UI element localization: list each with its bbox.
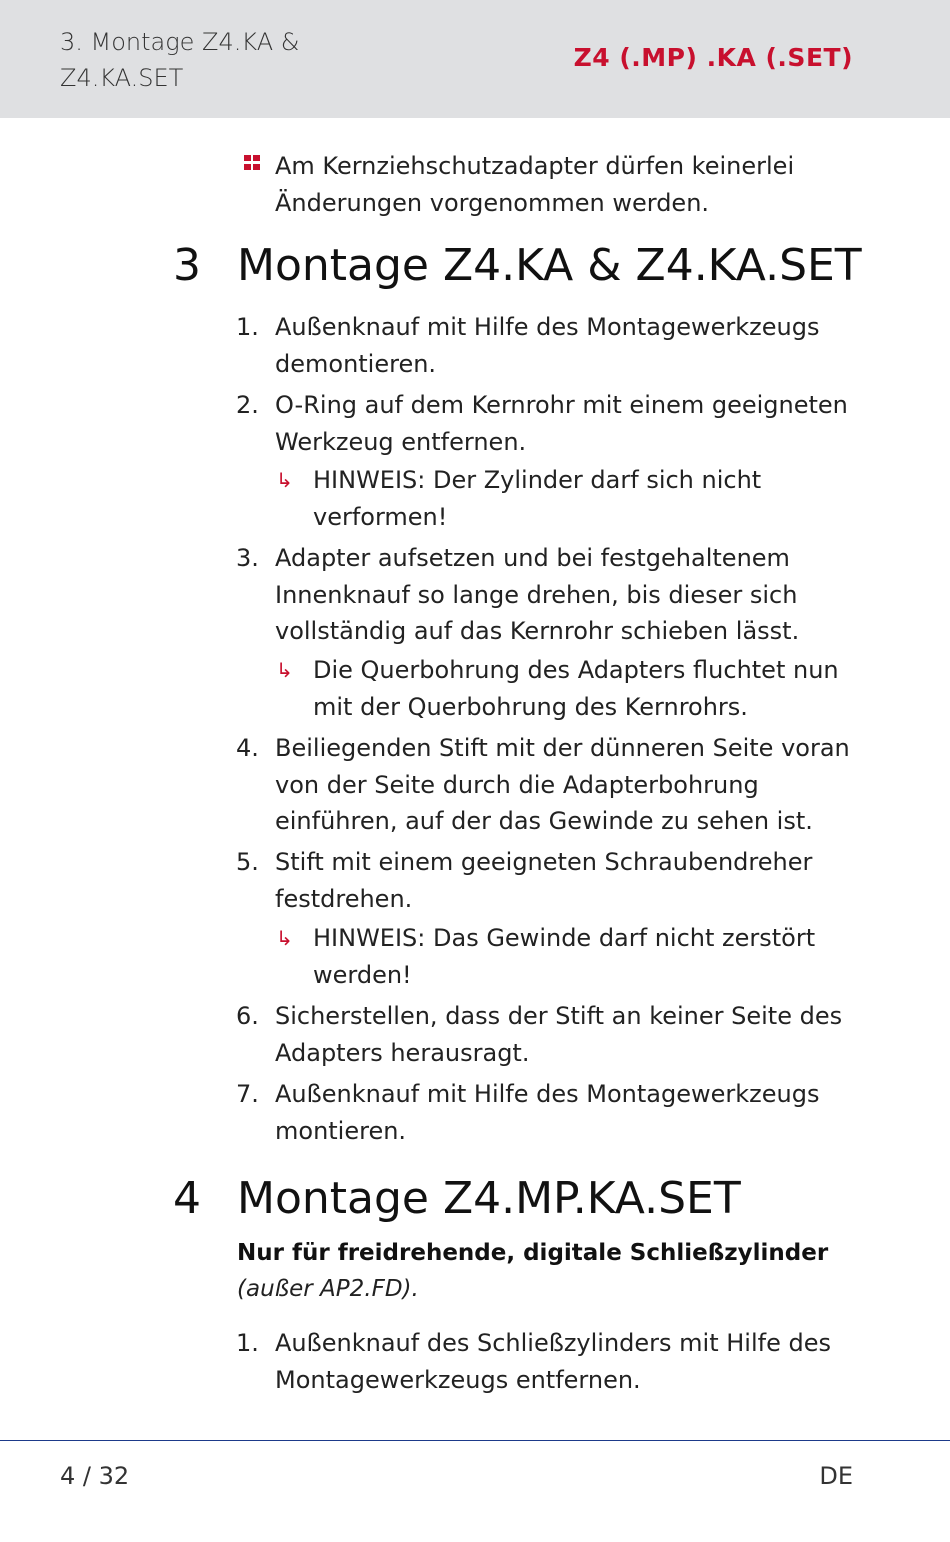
result-text: Die Querbohrung des Adapters fluchtet nun mit der Querbohrung des Kernrohrs. bbox=[313, 656, 839, 721]
result-arrow-icon: ↳ bbox=[276, 658, 293, 682]
step-number: 1. bbox=[236, 1329, 259, 1357]
step-text: Adapter aufsetzen und bei festgehaltenem Innenknauf so lange drehen, bis dieser sich vollständig auf das Kernrohr schieben lässt. bbox=[275, 544, 800, 645]
result-text: HINWEIS: Der Zylinder darf sich nicht verformen! bbox=[313, 466, 762, 531]
section-number: 4 bbox=[173, 1173, 201, 1224]
step-text: Sicherstellen, dass der Stift an keiner Seite des Adapters herausragt. bbox=[275, 1002, 843, 1067]
step-text: Außenknauf mit Hilfe des Montagewerkzeugs montieren. bbox=[275, 1080, 820, 1145]
section-title: Montage Z4.MP.KA.SET bbox=[237, 1173, 741, 1224]
step-number: 2. bbox=[236, 391, 259, 419]
step-number: 1. bbox=[236, 313, 259, 341]
step-text: Stift mit einem geeigneten Schraubendreher festdrehen. bbox=[275, 848, 813, 913]
step-text: O-Ring auf dem Kernrohr mit einem geeigneten Werkzeug entfernen. bbox=[275, 391, 848, 456]
note-text: Am Kernziehschutzadapter dürfen keinerlei Änderungen vorgenommen werden. bbox=[275, 152, 795, 217]
result-arrow-icon: ↳ bbox=[276, 926, 293, 950]
footer-divider bbox=[0, 1440, 950, 1441]
step-text: Beiliegenden Stift mit der dünneren Seite voran von der Seite durch die Adapterbohrung einführen, auf der das Gewinde zu sehen ist. bbox=[275, 734, 850, 835]
step-number: 5. bbox=[236, 848, 259, 876]
section-number: 3 bbox=[173, 240, 201, 291]
step-number: 7. bbox=[236, 1080, 259, 1108]
section-subtitle-italic: (außer AP2.FD). bbox=[237, 1276, 419, 1302]
step-text: Außenknauf mit Hilfe des Montagewerkzeugs demontieren. bbox=[275, 313, 820, 378]
step-number: 6. bbox=[236, 1002, 259, 1030]
footer-page-number: 4 / 32 bbox=[60, 1462, 130, 1490]
step-text: Außenknauf des Schließzylinders mit Hilfe des Montagewerkzeugs entfernen. bbox=[275, 1329, 831, 1394]
section-title: Montage Z4.KA & Z4.KA.SET bbox=[237, 240, 862, 291]
result-arrow-icon: ↳ bbox=[276, 468, 293, 492]
footer-language: DE bbox=[819, 1462, 853, 1490]
step-number: 4. bbox=[236, 734, 259, 762]
section-subtitle-bold: Nur für freidrehende, digitale Schließzylinder bbox=[237, 1240, 829, 1266]
red-squares-icon bbox=[244, 155, 261, 172]
page-header bbox=[0, 0, 950, 118]
header-product-name: Z4 (.MP) .KA (.SET) bbox=[573, 43, 853, 72]
header-chapter-title: 3. Montage Z4.KA & Z4.KA.SET bbox=[60, 28, 300, 92]
step-number: 3. bbox=[236, 544, 259, 572]
result-text: HINWEIS: Das Gewinde darf nicht zerstört werden! bbox=[313, 924, 816, 989]
